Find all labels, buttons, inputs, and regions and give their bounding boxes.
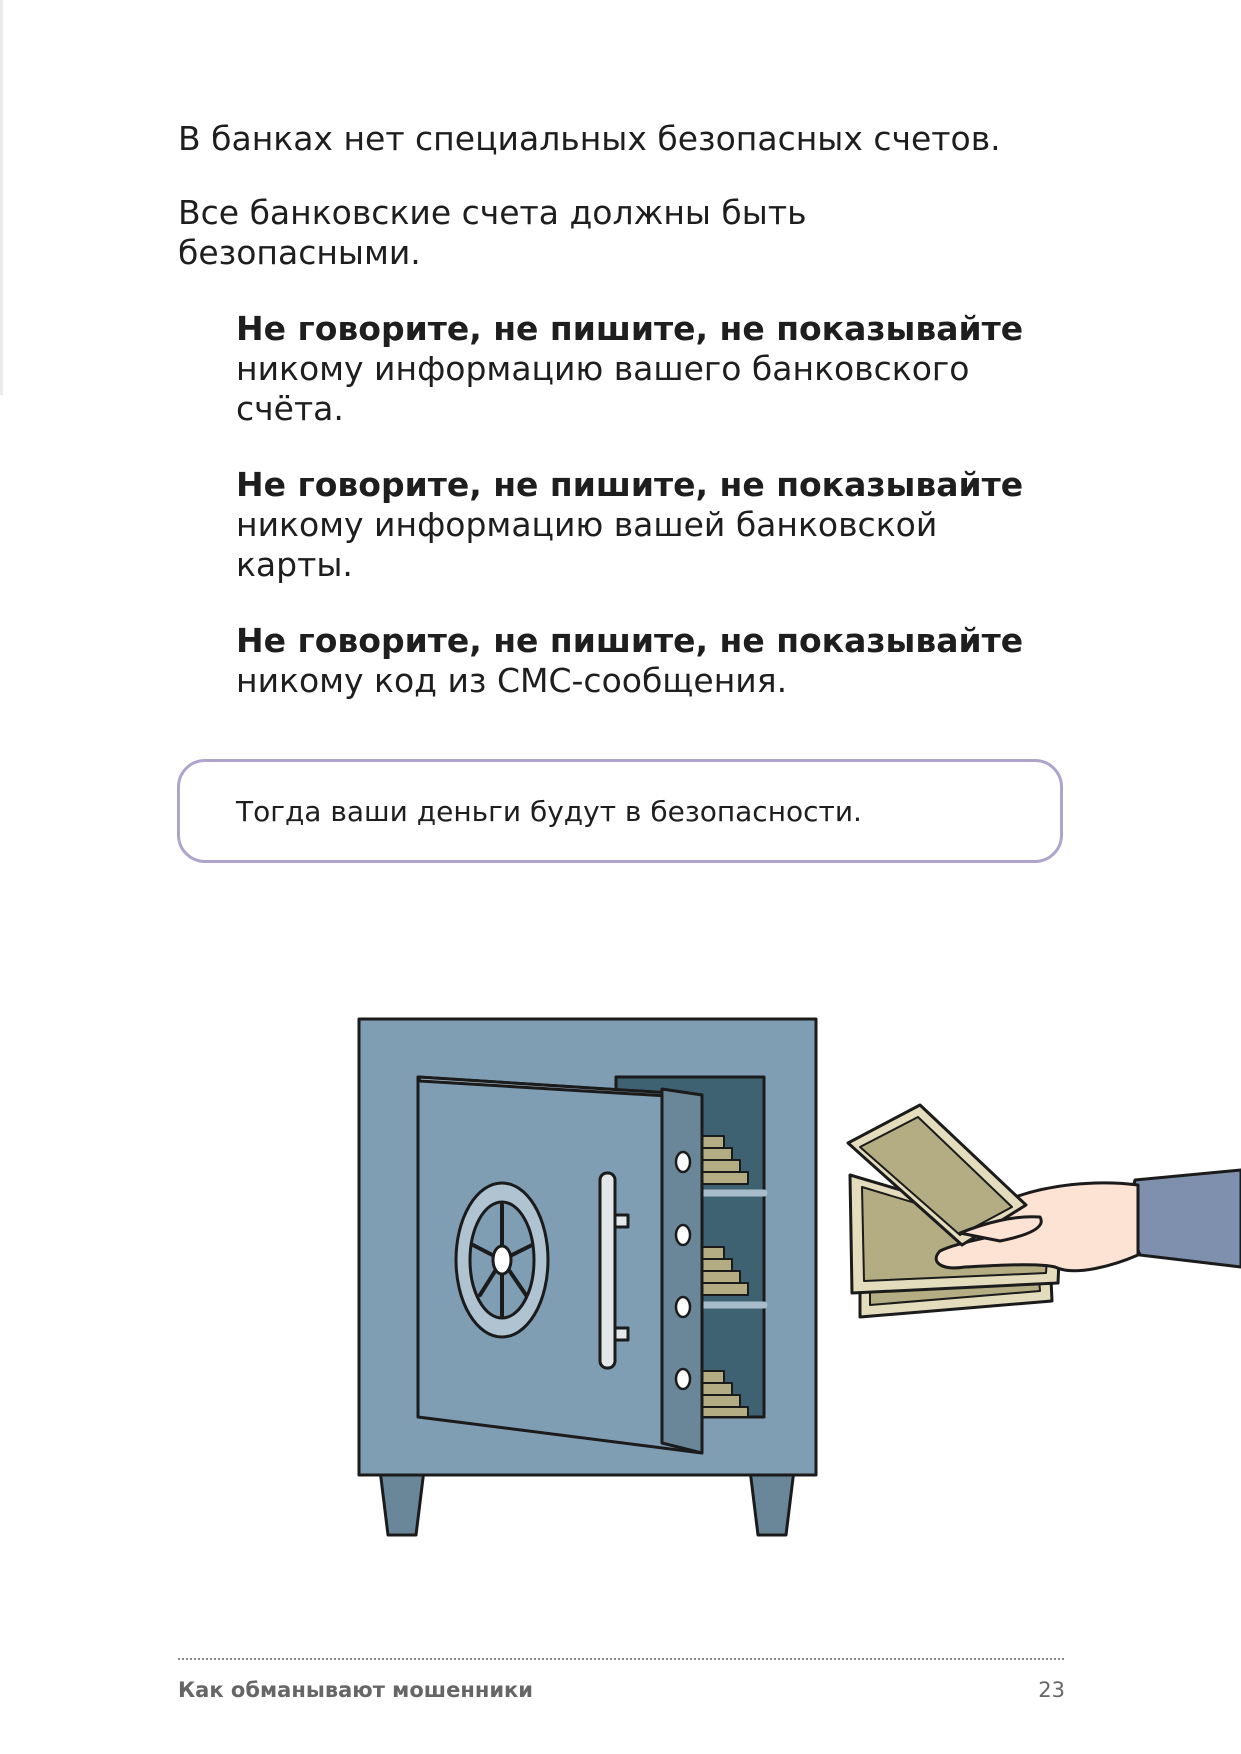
paragraph-all-accounts-safe: Все банковские счета должны быть безопасными. — [178, 193, 807, 272]
note-box — [177, 759, 1063, 863]
page-edge-line — [0, 0, 3, 395]
paragraph-no-safe-accounts: В банках нет специальных безопасных счетов. — [178, 119, 1001, 158]
safe-with-money-icon — [340, 1005, 1241, 1540]
rule-text: никому информацию вашей банковской карты. — [236, 505, 938, 584]
note-text: Тогда ваши деньги будут в безопасности. — [236, 795, 862, 828]
rule-bank-account — [236, 309, 1036, 429]
footer-title: Как обманывают мошенники — [178, 1678, 534, 1702]
page-number: 23 — [1038, 1678, 1065, 1702]
footer-divider — [178, 1658, 1064, 1660]
rule-bold-warning: Не говорите, не пишите, не показывайте — [236, 621, 1024, 660]
rule-bold-warning: Не говорите, не пишите, не показывайте — [236, 465, 1024, 504]
rule-text: никому информацию вашего банковского счёта. — [236, 349, 970, 428]
rule-sms-code — [236, 621, 1036, 701]
rule-bold-warning: Не говорите, не пишите, не показывайте — [236, 309, 1024, 348]
rule-bank-card — [236, 465, 1036, 585]
rule-text: никому код из СМС-сообщения. — [236, 661, 788, 700]
